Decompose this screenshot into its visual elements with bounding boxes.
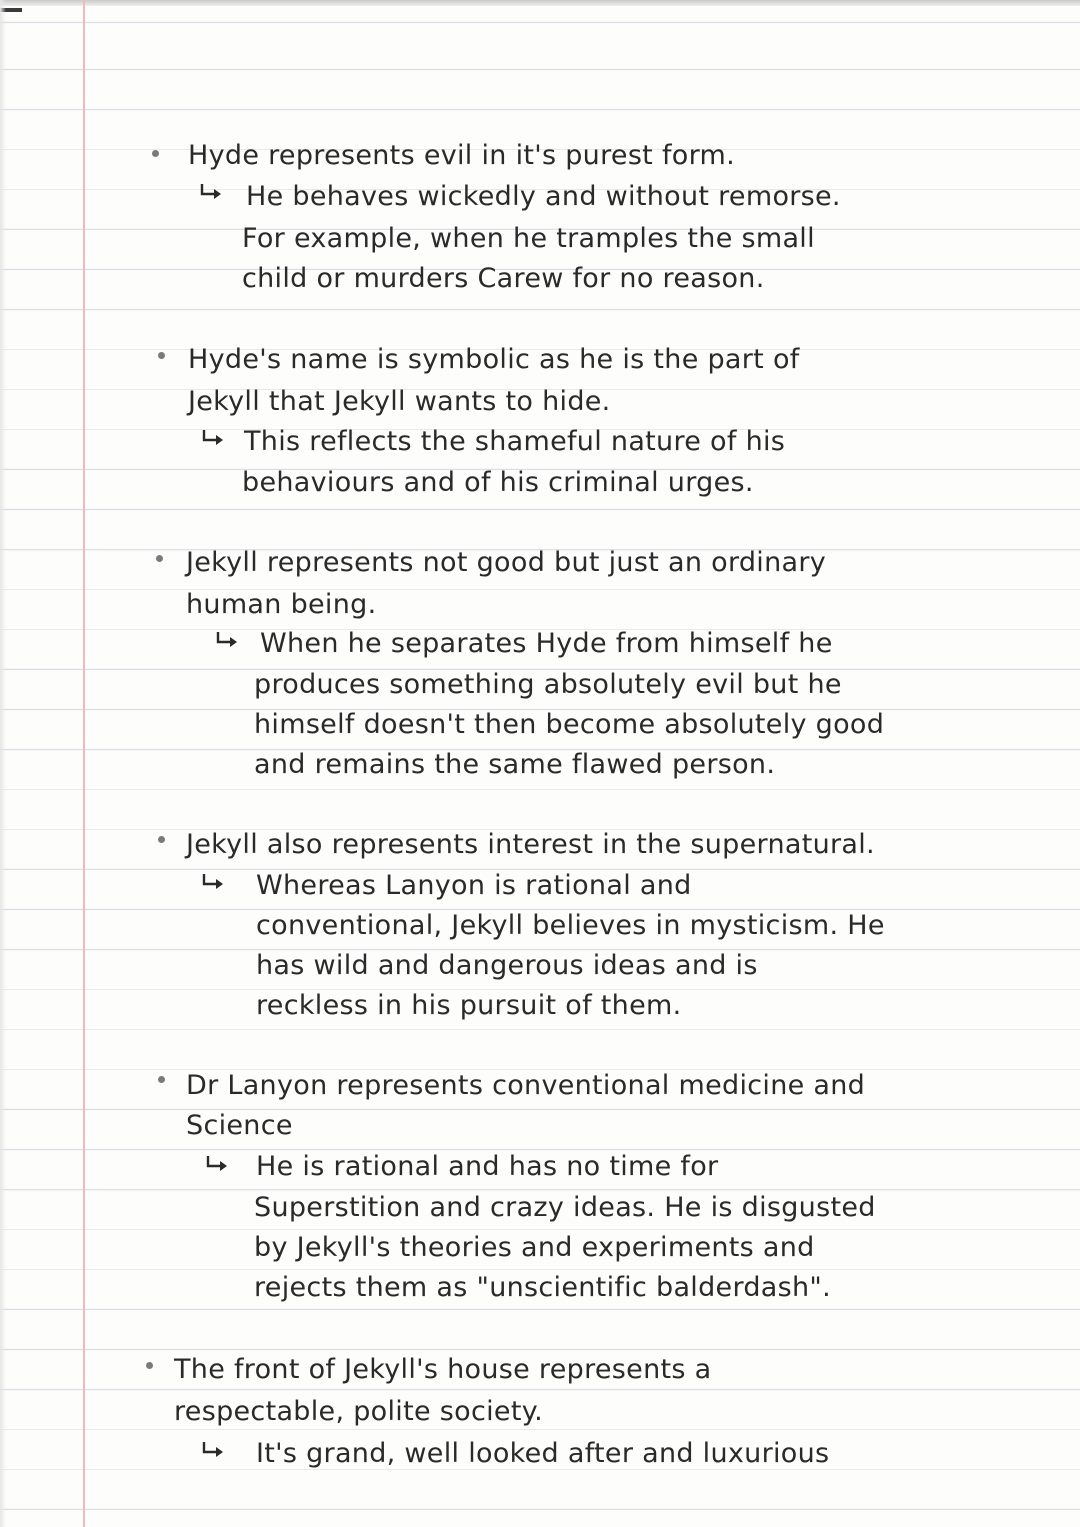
note-2-sub-line-1: This reflects the shameful nature of his	[244, 426, 786, 457]
note-1-sub-line-2: For example, when he tramples the small	[242, 223, 815, 254]
note-1-sub-line-1: He behaves wickedly and without remorse.	[246, 181, 841, 212]
note-1-main-line-1: Hyde represents evil in it's purest form.	[188, 140, 735, 171]
note-6-sub-line-1: It's grand, well looked after and luxurious	[256, 1438, 830, 1469]
corner-arrow-icon	[198, 182, 226, 202]
note-6-main-line-1: The front of Jekyll's house represents a	[174, 1354, 712, 1385]
note-3-sub-line-1: When he separates Hyde from himself he	[260, 628, 833, 659]
note-5-sub-line-2: Superstition and crazy ideas. He is disgusted	[254, 1192, 876, 1223]
page-left-edge	[0, 0, 6, 1527]
corner-arrow-icon	[214, 630, 242, 650]
page-top-edge	[0, 0, 1080, 6]
bullet-dot	[152, 150, 159, 157]
note-5-main-line-1: Dr Lanyon represents conventional medicine and	[186, 1070, 866, 1101]
note-4-sub-line-1: Whereas Lanyon is rational and	[256, 870, 692, 901]
note-4-sub-line-4: reckless in his pursuit of them.	[256, 990, 682, 1021]
bullet-dot	[156, 555, 163, 562]
note-5-main-line-2: Science	[186, 1110, 293, 1141]
bullet-dot	[146, 1362, 153, 1369]
bullet-dot	[158, 836, 165, 843]
note-4-sub-line-3: has wild and dangerous ideas and is	[256, 950, 758, 981]
note-4-sub-line-2: conventional, Jekyll believes in mysticism. He	[256, 910, 885, 941]
bullet-dot	[158, 1076, 165, 1083]
note-2-main-line-1: Hyde's name is symbolic as he is the part of	[188, 344, 800, 375]
note-1-sub-line-3: child or murders Carew for no reason.	[242, 263, 765, 294]
note-2-sub-line-2: behaviours and of his criminal urges.	[242, 467, 754, 498]
margin-line	[83, 0, 85, 1527]
note-3-main-line-2: human being.	[186, 589, 377, 620]
note-3-sub-line-3: himself doesn't then become absolutely good	[254, 709, 885, 740]
corner-arrow-icon	[200, 872, 228, 892]
note-6-main-line-2: respectable, polite society.	[174, 1396, 544, 1427]
note-5-sub-line-4: rejects them as "unscientific balderdash".	[254, 1272, 832, 1303]
note-4-main-line-1: Jekyll also represents interest in the supernatural.	[186, 829, 875, 860]
note-3-sub-line-4: and remains the same flawed person.	[254, 749, 776, 780]
note-5-sub-line-3: by Jekyll's theories and experiments and	[254, 1232, 815, 1263]
note-3-sub-line-2: produces something absolutely evil but he	[254, 669, 842, 700]
note-3-main-line-1: Jekyll represents not good but just an ordinary	[186, 547, 827, 578]
bullet-dot	[158, 352, 165, 359]
corner-arrow-icon	[200, 428, 228, 448]
note-5-sub-line-1: He is rational and has no time for	[256, 1151, 719, 1182]
note-2-main-line-2: Jekyll that Jekyll wants to hide.	[188, 386, 611, 417]
corner-arrow-icon	[204, 1154, 232, 1174]
corner-arrow-icon	[200, 1440, 228, 1460]
